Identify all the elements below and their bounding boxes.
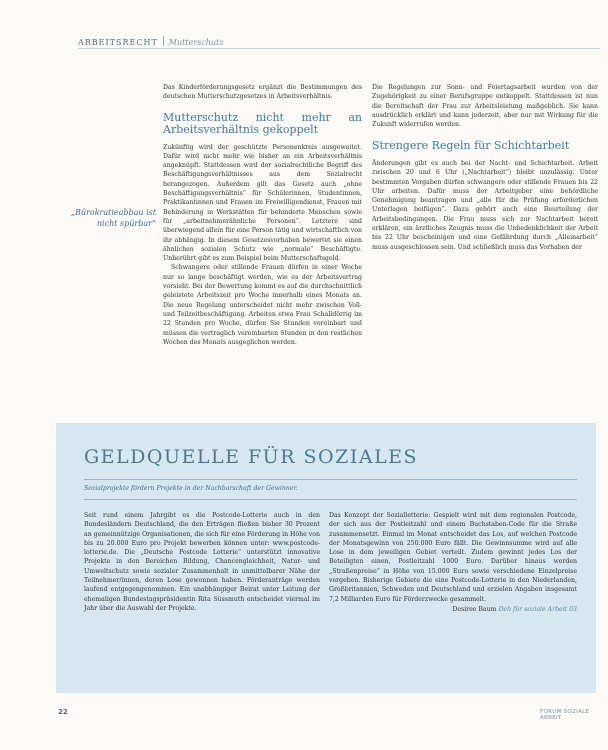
infobox-column-2 [329,511,577,614]
column1-paragraph-1: Zukünftig wird der geschützte Personenkreis ausgeweitet. Dafür wird nicht mehr wie bisher an ein Arbeitsverhältnis angeknüpft. Stattdessen wird der sozialrechtliche Begriff des Beschäftigungsverhältnisses aus dem Sozialrecht herangezogen. Außerdem gilt das Gesetz auch „ohne Beschäftigungsverhältnis“ für Schülerinnen, Studentinnen, Praktikantinnen und Frauen im Freiwilligendienst, Frauen mit Behinderung in Werkstätten für behinderte Menschen sowie für „arbeitnehmerähnliche Personen“. Letztere sind überwiegend allein für eine Person tätig und wirtschaftlich von ihr abhängig. In diesem Gesetzesvorhaben bewertet sie einen ähnlichen sozialen Schutz wie „normale“ Beschäftigte. Unberührt gibt es zum Beispiel beim Mutterschaftsgeld. [163,143,362,263]
magazine-name: FORUM SOZIALE ARBEIT [540,709,590,721]
credit-author: Desiree Baum [452,605,497,613]
header-divider [163,36,164,46]
column1-paragraph-2: Schwangere oder stillende Frauen dürfen in einer Woche nur so lange beschäftigt werden, wie es der Arbeitsvertrag vorsieht. Bei der Bewertung kommt es auf die durchschnittlich geleistete Arbeitszeit pro Woche innerhalb eines Monats an. Die neue Regelung unterscheidet nicht mehr zwischen Voll- und Teilzeitbeschäftigung. Arbeiten etwa Frau Schalldörrig im 22 Stunden pro Woche, dürfen Sie Stunden vereinbart und müssen die vertraglich vereinbarten Stunden in den restlichen Wochen des Monats ausgeglichen werden. [163,264,362,346]
pull-quote: „Bürokratieabbau ist nicht spürbar“ [70,208,156,228]
infobox-lead: Sozialprojekte fördern Projekte in der Nachbarschaft der Gewinner. [84,485,298,492]
header-rule [78,48,600,49]
page-header [78,30,598,50]
infobox-title: GELDQUELLE FÜR SOZIALES [84,446,419,468]
column1-intro: Das Kinderförderungsgesetz ergänzt die Bestimmungen des deutschen Mutterschutzgesetzes in Arbeitsverhältnis. [163,84,362,101]
infobox [56,423,596,693]
infobox-rule-bottom [84,499,577,500]
infobox-col1-text: Seit rund einem Jahrgibt es die Postcode-Lotterie auch in den Bundesländern Deutschland, die den Erträgen fließen bisher 30 Prozent an gemeinnützige Organisationen, die sich für eine Förderung in Höhe von bis zu 20.000 Euro pro Projekt bewerben können unter: www.postcode-lotterie.de. Die „Deutsche Postcode Lotterie“ unterstützt innovative Projekte in den Bereichen Bildung, Chancengleichheit, Natur- und Umweltschutz sowie sozialer Zusammenhalt in unmittelbarer Nähe der Teilnehmer/innen, deren Lose gewonnen haben. Förderanträge werden laufend entgegengenommen. Ein unabhängiger Beirat unter Leitung der ehemaligen Bundestagspräsidentin Rita Süssmuth entscheidet viermal im Jahr über die Auswahl der Projekte. [84,512,320,612]
column2-paragraph-2: Änderungen gibt es auch bei der Nacht- und Schichtarbeit. Arbeit zwischen 20 und 6 Uhr („Nachtarbeit“) bleibt unzulässig. Unter bestimmten Vorgaben dürfen schwangere oder stillende Frauen bis 22 Uhr arbeiten. Dafür muss der Arbeitgeber eine behördliche Genehmigung beantragen und „alle für die Prüfung erforderlichen Unterlagen beifügen“. Dazu gehört auch eine Beurteilung der Arbeitsbedingungen. Die Frau muss sich zur Nachtarbeit bereit erklären, ein ärztliches Zeugnis muss die Unbedenklichkeit der Arbeit bis 22 Uhr bescheinigen und eine Gefährdung durch „Alleinarbeit“ muss ausgeschlossen sein. Und schließlich muss das Vorhaben der [372,159,598,251]
infobox-col2-text: Das Konzept der Sozialletterie: Gespielt wird mit dem regionalen Postcode, der sich aus der Postleitzahl und einem Buchstaben-Code für die Straße zusammensetzt. Einmal im Monat entscheidet das Los, auf welchen Postcode der Monatsgewinn von 250.000 Euro fällt. Die Gewinnsumme wird auf alle Lose in dem jeweiligen Gebiet verteilt. Zudem gewinnt jedes Los der Beteiligten einen, Postleitzahl 1000 Euro. Darüber hinaus werden „Straßenpreise“ in Höhe von 15.000 Euro sowie verschiedene Einzelpreise vergeben. Bisherige Gebiete die eine Postcode-Lotterie in den Niederlanden, Großbritannien, Schweden und Deutschland und erzielen Angaben insgesamt 7,2 Milliarden Euro für Förderzwecke gesammelt. [329,512,577,603]
page-number: 22 [58,708,68,716]
section-label: ARBEITSRECHT [78,38,158,47]
infobox-credit [329,605,577,614]
article-column-1 [163,83,362,347]
subsection-label: Mutterschutz [168,38,224,47]
column2-paragraph-1: Die Regelungen zur Sonn- und Feiertagsarbeit wurden von der Zugehörigkeit zu einer Berufsgruppe entkoppelt. Stattdessen ist nun die Bereitschaft der Frau zur Arbeitsleistung maßgeblich. Sie kann ausdrücklich erklärt und kann jederzeit, aber nur mit Wirkung für die Zukunft widerrufen werden. [372,84,598,129]
infobox-column-1 [84,511,320,613]
credit-source: Deb für soziale Arbeit 03 [498,605,577,613]
article-column-2 [372,83,598,252]
column2-heading: Strengere Regeln für Schichtarbeit [372,139,570,153]
infobox-rule-top [84,479,577,480]
column1-heading: Mutterschutz nicht mehr an Arbeitsverhältnis gekoppelt [163,110,362,137]
